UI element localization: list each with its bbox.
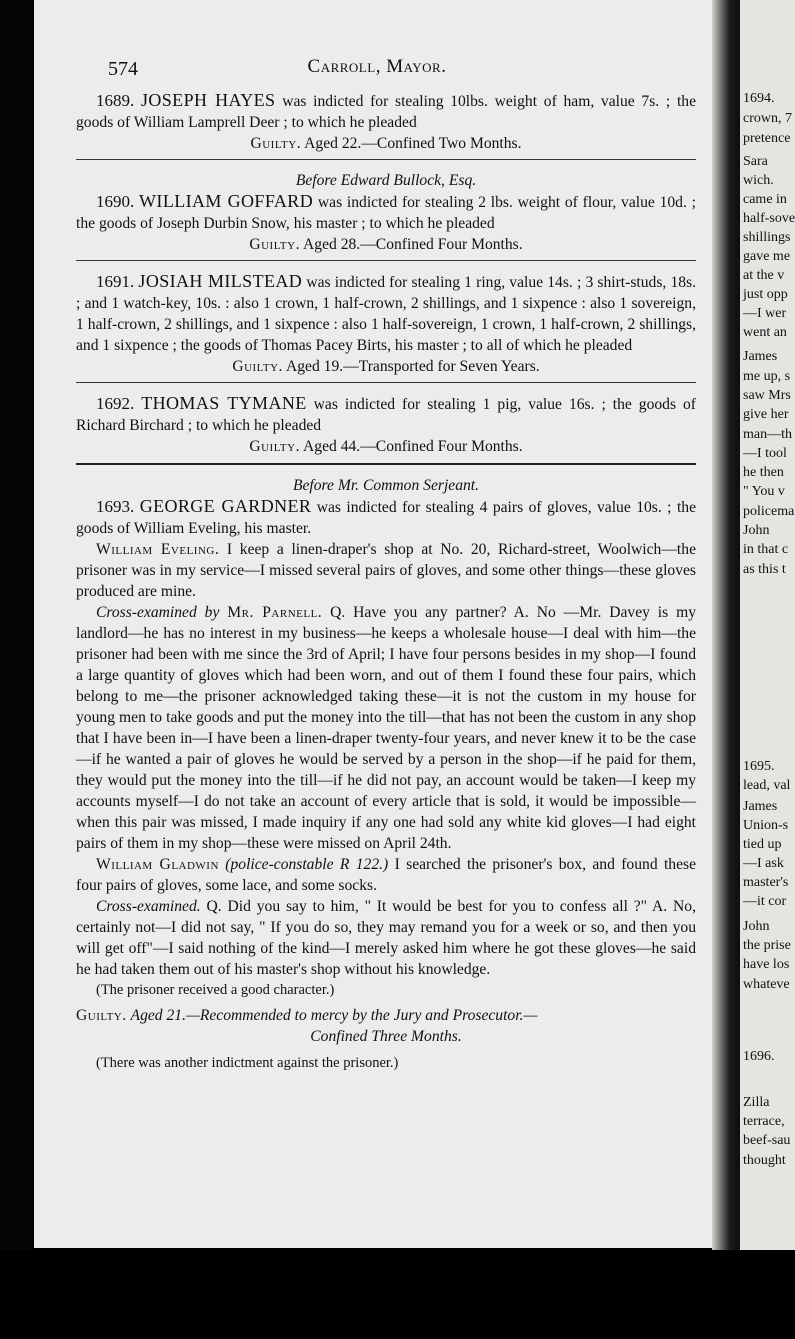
case-1689: 1689. JOSEPH HAYES was indicted for stealing 10lbs. weight of ham, value 7s. ; the goods of William Lamprell Deer ; to which he pleaded xyxy=(76,90,696,131)
facing-page-line: me up, s xyxy=(743,369,791,384)
facing-page-line: saw Mrs xyxy=(743,388,791,403)
facing-page-line: John xyxy=(743,523,770,538)
facing-page-line: man—th xyxy=(743,427,792,442)
facing-page-line: Union-s xyxy=(743,818,789,833)
page-body xyxy=(76,90,696,1074)
verdict-1689: Guilty. Aged 22.—Confined Two Months. xyxy=(250,135,522,152)
facing-page-line: 1694. xyxy=(743,91,775,106)
facing-page-line: —I tool xyxy=(743,446,787,461)
testimony-eveling: William Eveling. I keep a linen-draper's shop at No. 20, Richard-street, Woolwich—the prisoner was in my service—I missed several pairs of gloves, and some other things—these gloves produced are mine. xyxy=(76,541,696,600)
facing-page-line: at the v xyxy=(743,268,785,283)
facing-page-line: whateve xyxy=(743,977,790,992)
facing-page-line: wich. xyxy=(743,173,774,188)
facing-page-line: he then xyxy=(743,465,784,480)
running-head: Carroll, Mayor. xyxy=(307,56,447,77)
facing-page-line: policema xyxy=(743,504,795,519)
facing-page-line: in that c xyxy=(743,542,789,557)
scan-bottom-edge xyxy=(0,1250,795,1339)
facing-page-line: just opp xyxy=(743,287,788,302)
facing-page-line: pretence xyxy=(743,131,791,146)
facing-page-line: 1695. xyxy=(743,759,775,774)
divider xyxy=(76,260,696,261)
facing-page-line: came in xyxy=(743,192,787,207)
character-note: (The prisoner received a good character.) xyxy=(96,982,335,998)
facing-page-line: gave me xyxy=(743,249,791,264)
facing-page-line: give her xyxy=(743,407,789,422)
facing-page-line: —I ask xyxy=(743,856,784,871)
divider xyxy=(76,463,696,465)
facing-page-line: John xyxy=(743,919,770,934)
testimony-gladwin: William Gladwin (police-constable R 122.) I searched the prisoner's box, and found these four pairs of gloves, some lace, and some socks. xyxy=(76,856,697,894)
facing-page-line: shillings xyxy=(743,230,791,245)
defendant-name: GEORGE GARDNER xyxy=(139,496,312,516)
scan-left-edge xyxy=(0,0,34,1339)
facing-page-line: went an xyxy=(743,325,787,340)
court-heading: Before Edward Bullock, Esq. xyxy=(295,172,477,189)
facing-page-line: " You v xyxy=(743,484,785,499)
page-number: 574 xyxy=(108,58,138,80)
divider xyxy=(76,159,696,160)
facing-page-line: Sara xyxy=(743,154,768,169)
cross-examination-1: Cross-examined by Mr. Parnell. Q. Have you any partner? A. No —Mr. Davey is my landlord—he has no interest in my business—he keeps a wholesale house—I deal with him—the prisoner had been with me since the 3rd of April; I have four persons besides in my shop—I found a large quantity of gloves which had been worn, and out of them I found these four pairs, which belong to me—the prisoner acknowledged taking these—it is not the custom in my house for young men to take goods and put the money into the till—that has not been the custom in any shop that I have been in—I have been a linen-draper twenty-four years, and never knew it to be the case —if he wanted a pair of gloves he would be served by a person in the shop—if he paid for them, they would put the money into the till—if he did not pay, an account would be taken—I keep my accounts myself—I do not take an account of every article that is sold, it would be impossible—when this pair was missed, I made inquiry if any one had sold any white kid gloves—I had eight pairs of them in my shop—these were missed on April 24th. xyxy=(76,604,697,852)
case-1692: 1692. THOMAS TYMANE was indicted for stealing 1 pig, value 16s. ; the goods of Richard Birchard ; to which he pleaded xyxy=(76,393,696,434)
divider xyxy=(76,382,696,383)
facing-page-line: —I wer xyxy=(743,306,787,321)
case-1693: 1693. GEORGE GARDNER was indicted for stealing 4 pairs of gloves, value 10s. ; the goods of William Eveling, his master. xyxy=(76,496,696,537)
facing-page-line: beef-sau xyxy=(743,1133,791,1148)
facing-page-line: the prise xyxy=(743,938,791,953)
facing-page-line: master's xyxy=(743,875,789,890)
facing-page-line: crown, 7 xyxy=(743,111,792,126)
facing-page-line: —it cor xyxy=(743,894,787,909)
page-header xyxy=(34,52,720,82)
indictment-note: (There was another indictment against the prisoner.) xyxy=(96,1055,399,1071)
case-1690: 1690. WILLIAM GOFFARD was indicted for stealing 2 lbs. weight of flour, value 10d. ; the goods of Joseph Durbin Snow, his master ; to which he pleaded xyxy=(76,191,696,232)
sentence-1693: Confined Three Months. xyxy=(310,1028,462,1045)
verdict-1691: Guilty. Aged 19.—Transported for Seven Years. xyxy=(232,358,540,375)
defendant-name: JOSEPH HAYES xyxy=(140,90,276,110)
defendant-name: WILLIAM GOFFARD xyxy=(139,191,314,211)
verdict-1690: Guilty. Aged 28.—Confined Four Months. xyxy=(249,236,523,253)
facing-page-line: as this t xyxy=(743,562,786,577)
facing-page-line: Zilla xyxy=(743,1095,770,1110)
facing-page-line: tied up xyxy=(743,837,782,852)
court-heading: Before Mr. Common Serjeant. xyxy=(292,477,480,494)
cross-examination-2: Cross-examined. Q. Did you say to him, " It would be best for you to confess all ?" A. No, certainly not—I did not say, " If you do so, they may remand you for a week or so, and then you will get off"—I said nothing of the kind—I merely asked him where he got these gloves—he said he had taken them out of his master's shop without his knowledge. xyxy=(76,898,696,978)
facing-page-line: James xyxy=(743,349,778,364)
defendant-name: THOMAS TYMANE xyxy=(141,393,307,413)
facing-page-line: James xyxy=(743,799,778,814)
defendant-name: JOSIAH MILSTEAD xyxy=(138,271,303,291)
facing-page-line: have los xyxy=(743,957,790,972)
verdict-1692: Guilty. Aged 44.—Confined Four Months. xyxy=(249,438,523,455)
facing-page-line: terrace, xyxy=(743,1114,785,1129)
facing-page-line: thought xyxy=(743,1153,786,1168)
facing-page-line: half-sove xyxy=(743,211,795,226)
facing-page-line: 1696. xyxy=(743,1049,775,1064)
facing-page-line: lead, val xyxy=(743,778,791,793)
case-1691: 1691. JOSIAH MILSTEAD was indicted for stealing 1 ring, value 14s. ; 3 shirt-studs, 18s. ; and 1 watch-key, 10s. : also 1 crown, 1 half-crown, 2 shillings, and 1 sixpence : also 1 sovereign, 1 half-crown, 2 shillings, and 1 sixpence : also 1 half-sovereign, 1 crown, 1 half-crown, 2 shillings, and 1 sixpence ; the goods of Thomas Pacey Birts, his master ; to all of which he pleaded xyxy=(76,271,697,354)
facing-page-fragment xyxy=(740,0,795,1250)
verdict-1693: Guilty. Aged 21.—Recommended to mercy by the Jury and Prosecutor.— xyxy=(76,1007,538,1024)
